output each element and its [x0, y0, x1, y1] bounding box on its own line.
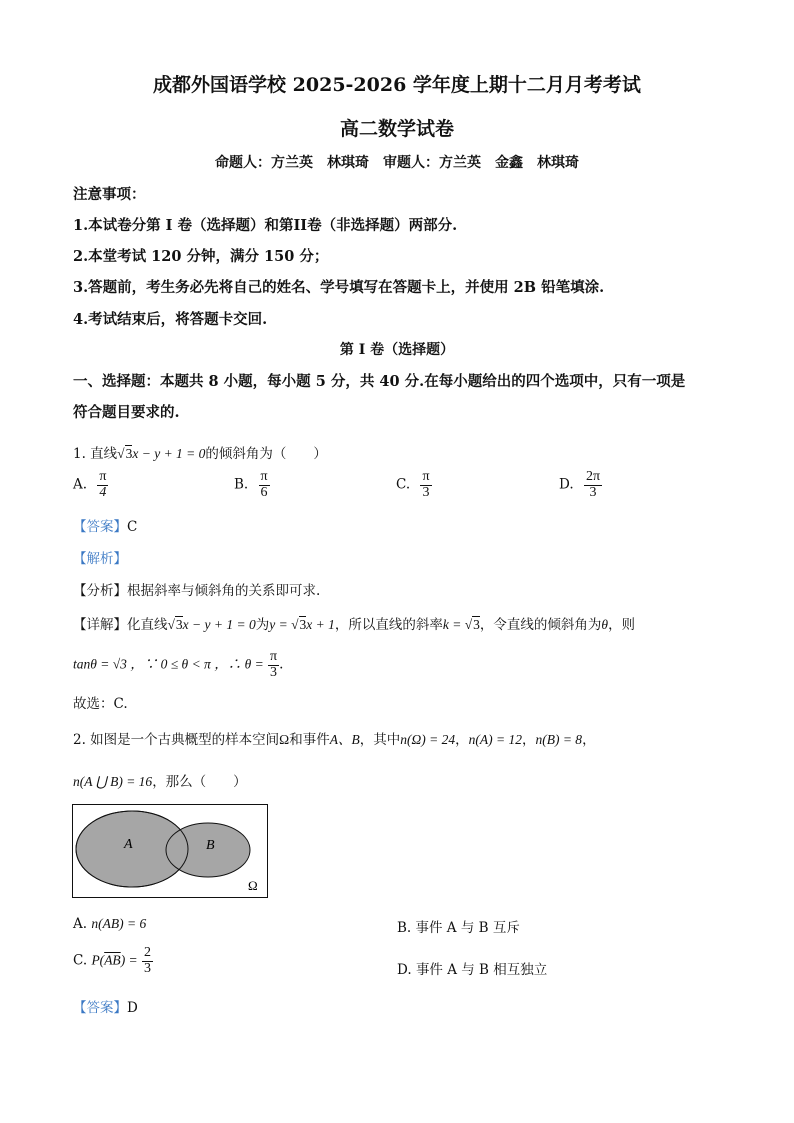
exam-title: 成都外国语学校 2025-2026 学年度上期十二月月考考试: [153, 74, 641, 96]
label-b: B: [206, 838, 215, 853]
q2-option-b[interactable]: B. 事件 A 与 B 互斥: [397, 920, 520, 936]
notice-item: 2.本堂考试 120 分钟，满分 150 分；: [73, 248, 329, 265]
authors-line: 命题人：方兰英 林琪琦 审题人：方兰英 金鑫 林琪琦: [215, 155, 579, 171]
answer-tag: 【答案】: [73, 519, 127, 535]
section-title: 第 I 卷（选择题）: [339, 342, 455, 358]
label-a: A: [124, 837, 133, 852]
notice-item: 4.考试结束后，将答题卡交回.: [73, 311, 268, 328]
notice-item: 1.本试卷分第 I 卷（选择题）和第II卷（非选择题）两部分.: [73, 217, 458, 234]
section-instruction-cont: 符合题目要求的.: [73, 404, 180, 421]
label-omega: Ω: [248, 878, 258, 893]
q1-fenxi: 【分析】根据斜率与倾斜角的关系即可求.: [73, 583, 321, 599]
q1-answer: [73, 515, 137, 535]
answer-value: C: [127, 519, 138, 535]
q1-number: 1. 直线: [73, 446, 118, 462]
exam-subtitle: 高二数学试卷: [339, 118, 454, 140]
q1-detail: 【详解】化直线√3x − y + 1 = 0为y = √3x + 1，所以直线的斜率k = √3，令直线的倾斜角为θ，则: [73, 617, 636, 633]
q2-stem-cont: n(A ⋃ B) = 16，那么（ ）: [73, 774, 247, 790]
q1-option-d[interactable]: D. $\frac{2\pi}{3}$: [559, 469, 601, 500]
venn-diagram: [72, 804, 268, 898]
q1-analysis-tag: 【解析】: [73, 551, 127, 567]
q1-tan-line: tanθ = √3 ，∵ 0 ≤ θ < π ，∴ θ = $\frac{\pi}{3}$ .: [73, 649, 284, 680]
q1-option-c[interactable]: C. $\frac{\pi}{3}$: [396, 469, 430, 500]
q1-stem-tail: 的倾斜角为（ ）: [205, 446, 327, 462]
section-instruction: 一、选择题：本题共 8 小题，每小题 5 分，共 40 分.在每小题给出的四个选项中，只有一项是: [73, 373, 686, 390]
q1-stem: 1. 直线√3x − y + 1 = 0的倾斜角为（ ）: [73, 446, 327, 462]
q2-answer: 【答案】D: [73, 1000, 138, 1016]
q1-equation: x − y + 1 = 0: [132, 446, 206, 461]
q1-choose: 故选：C.: [73, 696, 128, 712]
q2-stem: 2. 如图是一个古典概型的样本空间Ω和事件A、B，其中n(Ω) = 24，n(A) = 12，n(B) = 8，: [73, 732, 596, 748]
q2-option-c[interactable]: C. $P(\overline{AB})$ = $\frac{2}{3}$: [73, 945, 151, 976]
notice-heading: 注意事项：: [73, 186, 146, 203]
q1-sqrt-value: 3: [125, 446, 133, 461]
q1-option-a[interactable]: A. $\frac{\pi}{4}$: [73, 469, 107, 500]
notice-item: 3.答题前，考生务必先将自己的姓名、学号填写在答题卡上，并使用 2B 铅笔填涂.: [73, 279, 605, 296]
q2-option-a[interactable]: A. n(AB) = 6: [73, 916, 147, 932]
q2-option-d[interactable]: D. 事件 A 与 B 相互独立: [397, 962, 548, 978]
q1-option-b[interactable]: B. $\frac{\pi}{6}$: [234, 469, 268, 500]
